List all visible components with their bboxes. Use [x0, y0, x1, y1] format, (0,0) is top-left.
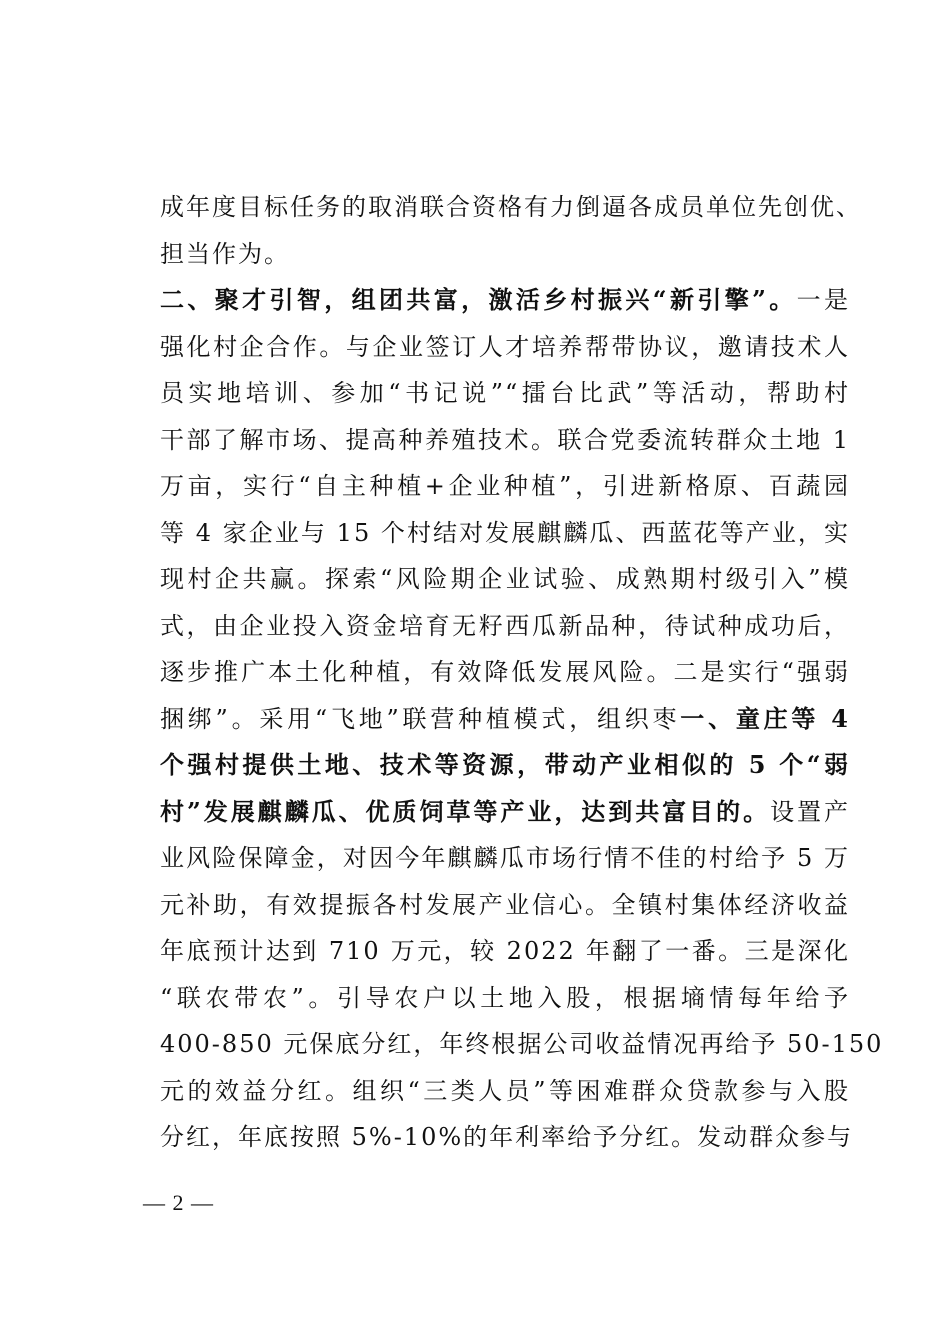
text-line	[160, 649, 850, 696]
text-run: 强化村企合作。与企业签订人才培养帮带协议，邀请技术人	[160, 332, 850, 361]
text-line	[160, 370, 850, 417]
text-line	[160, 742, 850, 789]
text-run: 现村企共赢。探索“风险期企业试验、成熟期村级引入”模	[160, 565, 850, 593]
text-line	[160, 463, 850, 510]
text-line	[160, 975, 850, 1022]
text-run: 式，由企业投入资金培育无籽西瓜新品种，待试种成功后，	[160, 611, 850, 640]
text-run: 逐步推广本土化种植，有效降低发展风险。二是实行“强弱	[160, 658, 850, 686]
text-line	[160, 510, 850, 557]
text-run: 元的效益分红。组织“三类人员”等困难群众贷款参与入股	[160, 1076, 850, 1105]
text-line	[160, 1068, 850, 1115]
text-run: 元补助，有效提振各村发展产业信心。全镇村集体经济收益	[160, 890, 850, 919]
text-run: 等 4 家企业与 15 个村结对发展麒麟瓜、西蓝花等产业，实	[160, 518, 850, 547]
text-line	[160, 696, 850, 743]
text-run: 担当作为。	[160, 239, 290, 268]
text-run: 员实地培训、参加“书记说”“擂台比武”等活动，帮助村	[160, 379, 850, 407]
bold-text-run: 一、童庄等 4	[680, 703, 850, 733]
bold-text-run: 村”发展麒麟瓜、优质饲草等产业，达到共富目的。	[160, 796, 771, 826]
text-line	[160, 184, 862, 231]
text-line	[160, 1114, 854, 1161]
document-body	[160, 184, 884, 1161]
text-run: 捆绑”。采用“飞地”联营种植模式，组织枣	[160, 704, 681, 733]
text-line	[160, 417, 850, 464]
text-run: 年底预计达到 710 万元，较 2022 年翻了一番。三是深化	[160, 937, 850, 965]
text-run: 业风险保障金，对因今年麒麟瓜市场行情不佳的村给予 5 万	[160, 844, 850, 872]
bold-text-run: 二、聚才引智，组团共富，激活乡村振兴“新引擎”。	[160, 285, 797, 314]
text-line	[160, 1021, 884, 1068]
text-run: 干部了解市场、提高种养殖技术。联合党委流转群众土地 1	[160, 425, 850, 454]
text-run: “联农带农”。引导农户以土地入股，根据墒情每年给予	[160, 983, 850, 1012]
text-line	[160, 928, 850, 975]
page-number: — 2 —	[143, 1190, 214, 1215]
text-run: 400-850 元保底分红，年终根据公司收益情况再给予 50-150	[160, 1030, 884, 1058]
text-line	[160, 603, 850, 650]
text-run: 分红，年底按照 5%-10%的年利率给予分红。发动群众参与	[160, 1123, 854, 1151]
text-line	[160, 556, 850, 603]
text-line	[160, 324, 850, 371]
bold-text-run: 个强村提供土地、技术等资源，带动产业相似的 5 个“弱	[160, 750, 850, 779]
text-run: 设置产	[770, 797, 850, 826]
text-line	[160, 277, 850, 324]
text-line	[160, 882, 850, 929]
text-run: 一是	[796, 286, 851, 314]
text-run: 万亩，实行“自主种植+企业种植”，引进新格原、百蔬园	[160, 472, 850, 500]
text-run: 成年度目标任务的取消联合资格有力倒逼各成员单位先创优、	[160, 193, 862, 221]
text-line	[160, 789, 850, 836]
text-line	[160, 835, 850, 882]
text-line	[160, 231, 850, 278]
